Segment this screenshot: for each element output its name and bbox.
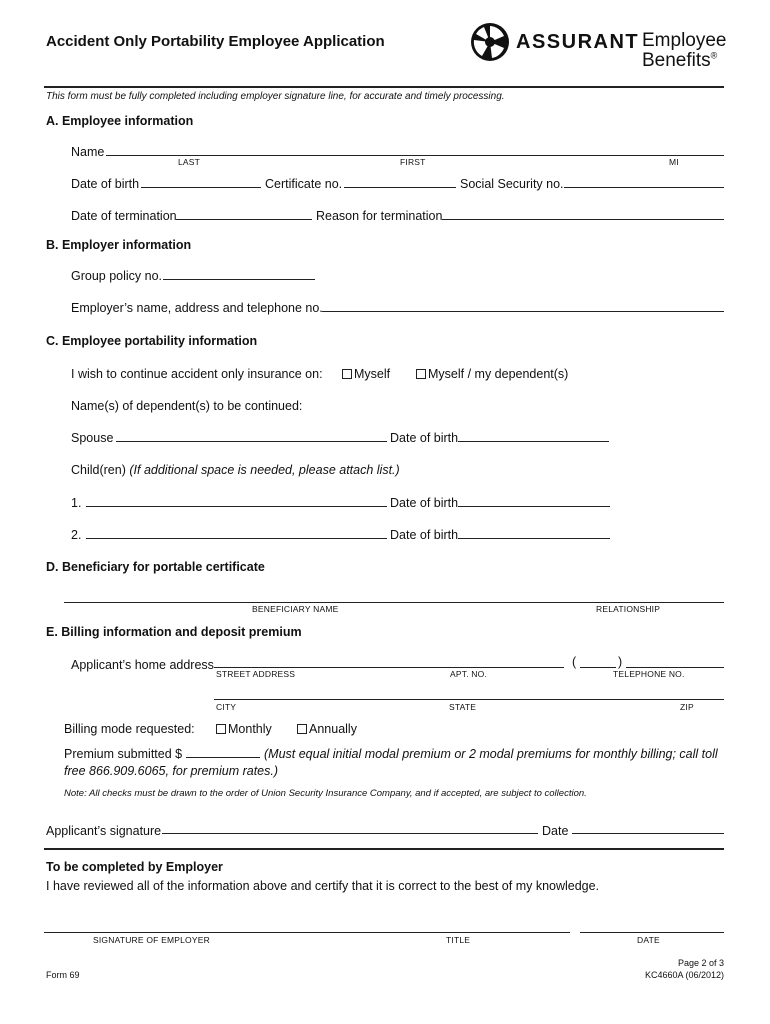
phone-open-paren: ( [572,655,577,669]
employer-certify-text: I have reviewed all of the information above and certify that it is correct to the best of my knowledge. [46,879,600,893]
employer-signature-caption: SIGNATURE OF EMPLOYER [93,935,210,945]
last-caption: LAST [178,157,201,167]
child2-label: 2. [71,528,82,542]
spouse-dob-label: Date of birth [390,431,459,445]
street-caption: STREET ADDRESS [216,669,296,679]
termination-date-label: Date of termination [71,209,177,223]
section-e-heading: E. Billing information and deposit premium [46,625,302,639]
premium-note-line1: (Must equal initial modal premium or 2 modal premiums for monthly billing; call toll [264,747,718,761]
name-label: Name [71,145,105,159]
phone-close-paren: ) [618,655,623,669]
section-b-heading: B. Employer information [46,238,192,252]
child1-dob-label: Date of birth [390,496,459,510]
premium-amount-field[interactable] [186,757,260,758]
telephone-field[interactable] [626,667,724,668]
child2-dob-field[interactable] [458,538,610,539]
premium-label: Premium submitted $ [64,747,183,761]
home-address-label: Applicant’s home address [71,658,214,672]
group-policy-field[interactable] [163,279,315,280]
employer-rule [44,848,724,850]
child1-label: 1. [71,496,82,510]
assurant-logo [470,22,510,67]
logo-line2: Benefits® [642,50,718,71]
area-code-field[interactable] [580,667,616,668]
employer-date-caption: DATE [637,935,660,945]
street-address-field[interactable] [214,667,564,668]
children-label: Child(ren) (If additional space is needed, please attach list.) [71,463,400,477]
dependents-names-label: Name(s) of dependent(s) to be continued: [71,399,303,413]
group-policy-label: Group policy no. [71,269,163,283]
section-c-heading: C. Employee portability information [46,334,258,348]
employer-info-field[interactable] [322,311,724,312]
page-number: Page 2 of 3 [677,958,724,968]
monthly-checkbox[interactable]: Monthly [216,722,272,736]
certificate-field[interactable] [344,187,456,188]
form-number: Form 69 [46,970,80,980]
city-state-zip-field[interactable] [214,699,724,700]
billing-mode-label: Billing mode requested: [64,722,195,736]
ssn-label: Social Security no. [460,177,564,191]
premium-note-line2: free 866.909.6065, for premium rates.) [64,764,279,778]
first-caption: FIRST [400,157,426,167]
certificate-label: Certificate no. [265,177,343,191]
applicant-date-label: Date [542,824,569,838]
apt-caption: APT. NO. [450,669,488,679]
applicant-signature-field[interactable] [162,833,538,834]
section-a-heading: A. Employee information [46,114,194,128]
myself-checkbox[interactable]: Myself [342,367,390,381]
instruction-text: This form must be fully completed including employer signature line, for accurate and timely processing. [46,91,505,102]
child2-dob-label: Date of birth [390,528,459,542]
city-caption: CITY [216,702,237,712]
spouse-field[interactable] [116,441,387,442]
annually-checkbox[interactable]: Annually [297,722,357,736]
logo-line1: Employee [642,30,727,51]
name-field[interactable] [106,155,724,156]
logo-brand: ASSURANT [516,31,640,53]
form-code: KC4660A (06/2012) [644,970,724,980]
termination-date-field[interactable] [176,219,312,220]
mi-caption: MI [669,157,679,167]
employer-info-label: Employer’s name, address and telephone no. [71,301,323,315]
dob-field[interactable] [141,187,261,188]
applicant-signature-label: Applicant’s signature [46,824,162,838]
header-rule [44,86,724,88]
child1-dob-field[interactable] [458,506,610,507]
continue-label: I wish to continue accident only insurance on: [71,367,323,381]
page-title: Accident Only Portability Employee Application [46,33,385,50]
child2-field[interactable] [86,538,387,539]
logo-mark-icon [470,22,510,62]
relationship-caption: RELATIONSHIP [596,604,661,614]
dependents-checkbox[interactable]: Myself / my dependent(s) [416,367,568,381]
termination-reason-label: Reason for termination [316,209,443,223]
termination-reason-field[interactable] [442,219,724,220]
child1-field[interactable] [86,506,387,507]
applicant-date-field[interactable] [572,833,724,834]
employer-date-field[interactable] [580,932,724,933]
telephone-caption: TELEPHONE NO. [613,669,685,679]
employer-heading: To be completed by Employer [46,860,223,874]
employer-title-caption: TITLE [446,935,471,945]
zip-caption: ZIP [680,702,694,712]
beneficiary-name-caption: BENEFICIARY NAME [252,604,339,614]
spouse-label: Spouse [71,431,114,445]
checks-note: Note: All checks must be drawn to the order of Union Security Insurance Company, and if accepted, are subject to collection. [64,788,587,799]
spouse-dob-field[interactable] [458,441,609,442]
dob-label: Date of birth [71,177,140,191]
ssn-field[interactable] [564,187,724,188]
section-d-heading: D. Beneficiary for portable certificate [46,560,265,574]
employer-signature-field[interactable] [44,932,570,933]
beneficiary-field[interactable] [64,602,724,603]
state-caption: STATE [449,702,477,712]
